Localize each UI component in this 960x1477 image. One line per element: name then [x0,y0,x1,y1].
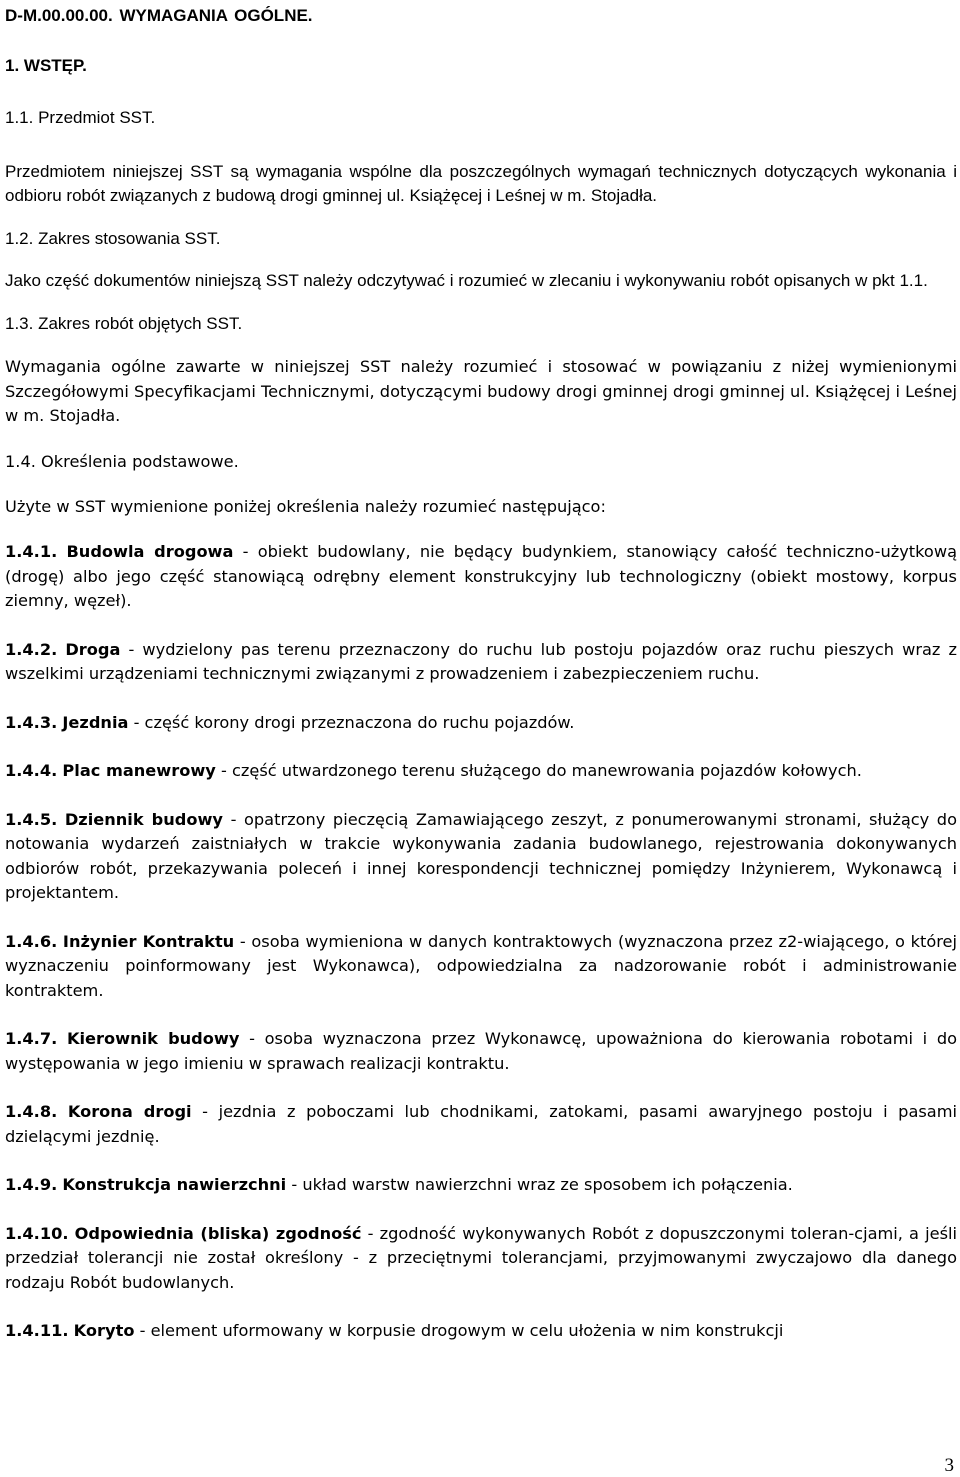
definition-number: 1.4.2. [5,639,58,659]
definition-item [5,1173,957,1198]
paragraph-1-4-intro: Użyte w SST wymienione poniżej określenia należy rozumieć następująco: [5,496,606,516]
definition-number: 1.4.8. [5,1102,58,1121]
definition-term: Konstrukcja nawierzchni [62,1175,287,1194]
definition-number: 1.4.7. [5,1029,58,1048]
definition-number: 1.4.5. [5,809,58,829]
definition-text: - osoba wymieniona w danych kontraktowych (wyznaczona przez z2-wiającego, o której wyznaczeniu poinformowany jest Wykonawca), odpowiedzialna za nadzorowanie robót i administrowanie kontraktem. [5,931,957,1000]
definition-item [5,930,957,1004]
definition-term: Odpowiednia (bliska) zgodność [74,1223,362,1243]
definition-item [5,1100,957,1149]
definition-number: 1.4.1. [5,542,58,561]
definition-item [5,540,957,614]
definition-text: - część korony drogi przeznaczona do ruchu pojazdów. [128,712,575,732]
definition-text: - obiekt budowlany, nie będący budynkiem, stanowiący całość techniczno-użytkową (drogę) albo jego część stanowiącą odrębny element konstrukcyjny lub technologiczny (obiekt mostowy, korpus ziemny, węzeł). [5,542,957,610]
definition-term: Plac manewrowy [62,761,216,780]
definition-text: - część utwardzonego terenu służącego do manewrowania pojazdów kołowych. [215,761,862,780]
definition-item [5,711,957,736]
definition-text: - jezdnia z poboczami lub chodnikami, zatokami, pasami awaryjnego postoju i pasami dzielącymi jezdnię. [5,1102,957,1146]
definition-text: - układ warstw nawierzchni wraz ze sposobem ich połączenia. [286,1175,793,1194]
definition-number: 1.4.6. [5,931,58,951]
definition-item [5,808,957,906]
paragraph-1-3: Wymagania ogólne zawarte w niniejszej SST należy rozumieć i stosować w powiązaniu z niżej wymienionymi Szczegółowymi Specyfikacjami Technicznymi, dotyczącymi budowy drogi gminnej drogi gminnej ul. Książęcej i Leśnej w m. Stojadła. [5,357,957,425]
document-page [5,6,957,1368]
definition-term: Koryto [73,1321,135,1340]
definition-item [5,638,957,687]
definition-text: - opatrzony pieczęcią Zamawiającego zeszyt, z ponumerowanymi stronami, służący do notowania wydarzeń zaistniałych w trakcie wykonywania zadania budowlanego, rejestrowania dokonywanych odbiorów robót, przekazywania poleceń i innej korespondencji technicznej pomiędzy Inżynierem, Wykonawcą i projektantem. [5,809,957,902]
definition-term: Dziennik budowy [64,809,223,829]
definition-item [5,1027,957,1076]
definition-term: Droga [65,639,121,659]
definition-number: 1.4.10. [5,1223,69,1243]
definition-number: 1.4.4. [5,761,58,780]
definition-text: - osoba wyznaczona przez Wykonawcę, upoważniona do kierowania robotami i do występowania w jego imieniu w sprawach realizacji kontraktu. [5,1029,957,1073]
document-title: D-M.00.00.00. WYMAGANIA OGÓLNE. [5,6,313,25]
paragraph-1-1: Przedmiotem niniejszej SST są wymagania wspólne dla poszczególnych wymagań technicznych dotyczących wykonania i odbioru robót związanych z budową drogi gminnej ul. Książęcej i Leśnej w m. Stojadła. [5,162,957,205]
subsection-heading-1-4: 1.4. Określenia podstawowe. [5,451,239,471]
definition-number: 1.4.11. [5,1321,69,1340]
definition-item [5,1319,957,1344]
definition-term: Kierownik budowy [66,1029,240,1048]
definition-term: Inżynier Kontraktu [62,931,235,951]
definition-item [5,1222,957,1296]
page-number: 3 [944,1455,954,1476]
definition-text: - wydzielony pas terenu przeznaczony do ruchu lub postoju pojazdów oraz ruchu pieszych wraz z wszelkimi urządzeniami technicznymi związanymi z prowadzeniem i zabezpieczeniem ruchu. [5,639,957,683]
definition-text: - element uformowany w korpusie drogowym w celu ułożenia w nim konstrukcji [134,1321,784,1340]
definition-term: Korona drogi [67,1102,192,1121]
section-heading-1: 1. WSTĘP. [5,56,87,75]
definitions-list [5,540,957,1344]
definition-term: Budowla drogowa [66,542,234,561]
definition-number: 1.4.3. [5,712,58,732]
definition-term: Jezdnia [62,712,129,732]
subsection-heading-1-2: 1.2. Zakres stosowania SST. [5,229,221,248]
definition-item [5,759,957,784]
definition-number: 1.4.9. [5,1175,58,1194]
subsection-heading-1-3: 1.3. Zakres robót objętych SST. [5,314,243,333]
definition-text: - zgodność wykonywanych Robót z dopuszczonymi toleran-cjami, a jeśli przedział tolerancji nie został określony - z przeciętnymi tolerancjami, przyjmowanymi zwyczajowo dla danego rodzaju Robót budowlanych. [5,1223,957,1292]
subsection-heading-1-1: 1.1. Przedmiot SST. [5,108,156,127]
paragraph-1-2: Jako część dokumentów niniejszą SST należy odczytywać i rozumieć w zlecaniu i wykonywaniu robót opisanych w pkt 1.1. [5,271,928,290]
